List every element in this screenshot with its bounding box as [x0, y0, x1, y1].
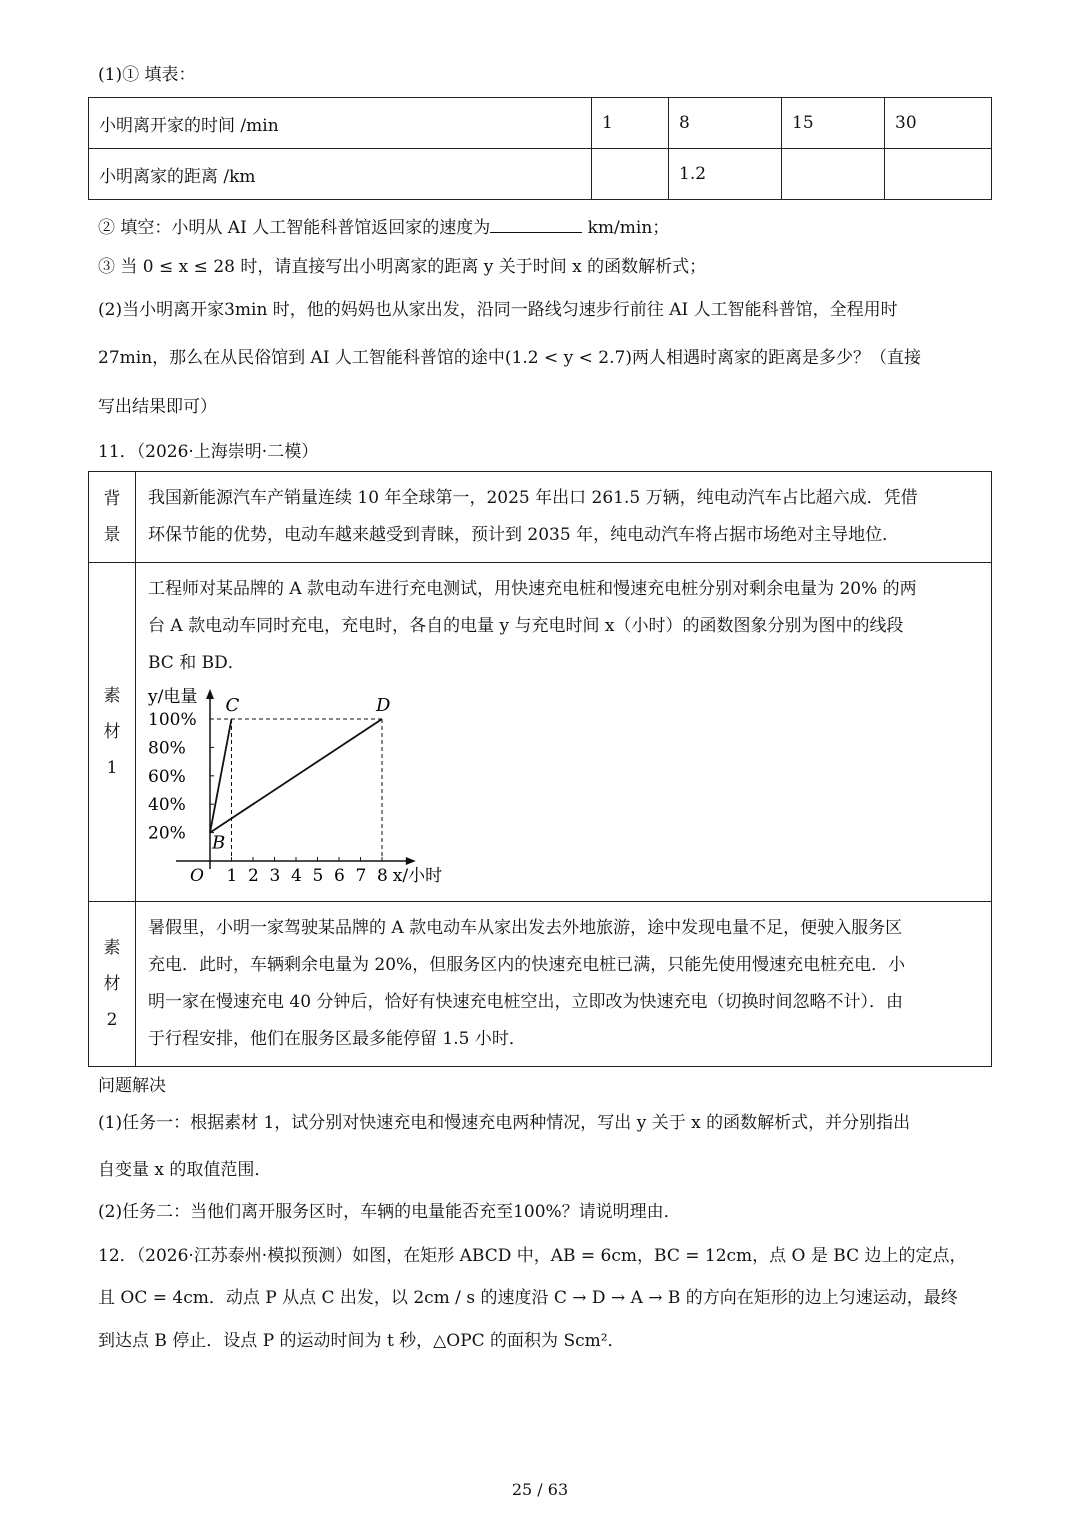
material2-text-line: 于行程安排，他们在服务区最多能停留 1.5 小时．: [148, 1029, 526, 1049]
y-tick-label: 80%: [148, 738, 186, 759]
table-cell: [782, 149, 885, 200]
q10-part2-line2: 27min，那么在从民俗馆到 AI 人工智能科普馆的途中(1.2 < y < 2.7)两人相遇时离家的距离是多少？（直接: [98, 348, 921, 368]
table-cell: [592, 149, 669, 200]
x-tick-label: 7: [355, 866, 367, 886]
x-tick-label: 8: [377, 866, 388, 886]
task1-line1: (1)任务一：根据素材 1，试分别对快速充电和慢速充电两种情况，写出 y 关于 x 的函数解析式，并分别指出: [98, 1113, 911, 1133]
q12-line2: 且 OC = 4cm．动点 P 从点 C 出发，以 2cm / s 的速度沿 C → D → A → B 的方向在矩形的边上匀速运动，最终: [98, 1288, 958, 1308]
y-axis-arrow: [206, 689, 214, 699]
table-row: [89, 98, 992, 149]
material2-text-line: 明一家在慢速充电 40 分钟后，恰好有快速充电桩空出，立即改为快速充电（切换时间忽略不计）．由: [148, 992, 903, 1012]
solve-label: 问题解决: [98, 1076, 166, 1096]
q10-fill-3: ③ 当 0 ≤ x ≤ 28 时，请直接写出小明离家的距离 y 关于时间 x 的函数解析式；: [98, 257, 707, 277]
material1-content: [136, 563, 992, 902]
material2-label: [89, 902, 136, 1067]
table-row: [89, 902, 992, 1067]
table-cell: 1: [592, 98, 669, 149]
q10-fill-2: [98, 212, 669, 241]
point-label-d: D: [376, 695, 391, 716]
table-cell: 8: [669, 98, 782, 149]
x-tick-label: 1: [226, 866, 238, 886]
q10-fill-2-after: km/min；: [587, 218, 670, 238]
table-cell: 15: [782, 98, 885, 149]
x-tick-label: 2: [248, 866, 259, 886]
x-axis-label: x/小时: [392, 866, 443, 886]
y-tick-label: 40%: [148, 795, 186, 816]
x-tick-label: 6: [334, 866, 345, 886]
table-row: [89, 563, 992, 902]
x-axis-arrow: [406, 857, 416, 865]
fill-table: [88, 97, 992, 200]
y-tick-label: 20%: [148, 823, 186, 844]
q10-part2-line3: 写出结果即可）: [98, 397, 217, 417]
material1-text-line: BC 和 BD．: [148, 653, 245, 673]
background-label: [89, 472, 136, 563]
material1-text-line: 工程师对某品牌的 A 款电动车进行充电测试，用快速充电桩和慢速充电桩分别对剩余电量为 20% 的两: [148, 579, 917, 599]
table-cell: 30: [885, 98, 992, 149]
origin-label: O: [190, 866, 204, 886]
q10-part1-label: (1)① 填表：: [98, 65, 196, 85]
q12-line1: 12．（2026·江苏泰州·模拟预测）如图，在矩形 ABCD 中，AB = 6cm，BC = 12cm，点 O 是 BC 边上的定点，: [98, 1246, 967, 1266]
table-cell: 1.2: [669, 149, 782, 200]
y-tick-label: 60%: [148, 766, 186, 787]
table-row: [89, 472, 992, 563]
q11-header: 11．（2026·上海崇明·二模）: [98, 442, 319, 462]
page-number: 25 / 63: [511, 1480, 569, 1499]
point-label-b: B: [212, 832, 226, 854]
material2-text: [136, 902, 992, 1067]
x-tick-label: 4: [291, 866, 302, 886]
q10-part2-line1: (2)当小明离开家3min 时，他的妈妈也从家出发，沿同一路线匀速步行前往 AI 人工智能科普馆，全程用时: [98, 300, 898, 320]
series-bd: [210, 719, 382, 833]
y-tick-label: 100%: [148, 710, 197, 730]
q10-fill-2-before: ② 填空：小明从 AI 人工智能科普馆返回家的速度为: [98, 218, 491, 238]
table-row: [89, 149, 992, 200]
answer-blank: [490, 212, 582, 233]
table-cell-label: 小明离家的距离 /km: [89, 149, 592, 200]
q12-line3: 到达点 B 停止．设点 P 的运动时间为 t 秒，△OPC 的面积为 Scm²．: [98, 1331, 625, 1351]
material2-label-text: 素材2: [103, 938, 121, 1030]
y-axis-label: y/电量: [148, 687, 198, 707]
task1-line2: 自变量 x 的取值范围．: [98, 1160, 272, 1180]
material1-label-text: 素材1: [103, 686, 121, 778]
x-tick-label: 3: [269, 866, 281, 886]
x-tick-label: 5: [312, 866, 324, 886]
background-label-text: 背景: [103, 489, 121, 545]
charging-chart: [148, 684, 478, 889]
material1-label: [89, 563, 136, 902]
material-table: [88, 471, 992, 1067]
background-text: [136, 472, 992, 563]
material2-text-line: 暑假里，小明一家驾驶某品牌的 A 款电动车从家出发去外地旅游，途中发现电量不足，便驶入服务区: [148, 918, 903, 938]
background-text-line: 我国新能源汽车产销量连续 10 年全球第一，2025 年出口 261.5 万辆，纯电动汽车占比超六成．凭借: [148, 488, 918, 508]
task2: (2)任务二：当他们离开服务区时，车辆的电量能否充至100%？请说明理由．: [98, 1202, 681, 1222]
table-cell-label: 小明离开家的时间 /min: [89, 98, 592, 149]
material2-text-line: 充电．此时，车辆剩余电量为 20%，但服务区内的快速充电桩已满，只能先使用慢速充电桩充电．小: [148, 955, 906, 975]
point-label-c: C: [225, 695, 240, 716]
table-cell: [885, 149, 992, 200]
background-text-line: 环保节能的优势，电动车越来越受到青睐，预计到 2035 年，纯电动汽车将占据市场绝对主导地位．: [148, 525, 900, 545]
material1-text-line: 台 A 款电动车同时充电，充电时，各自的电量 y 与充电时间 x（小时）的函数图象分别为图中的线段: [148, 616, 904, 636]
